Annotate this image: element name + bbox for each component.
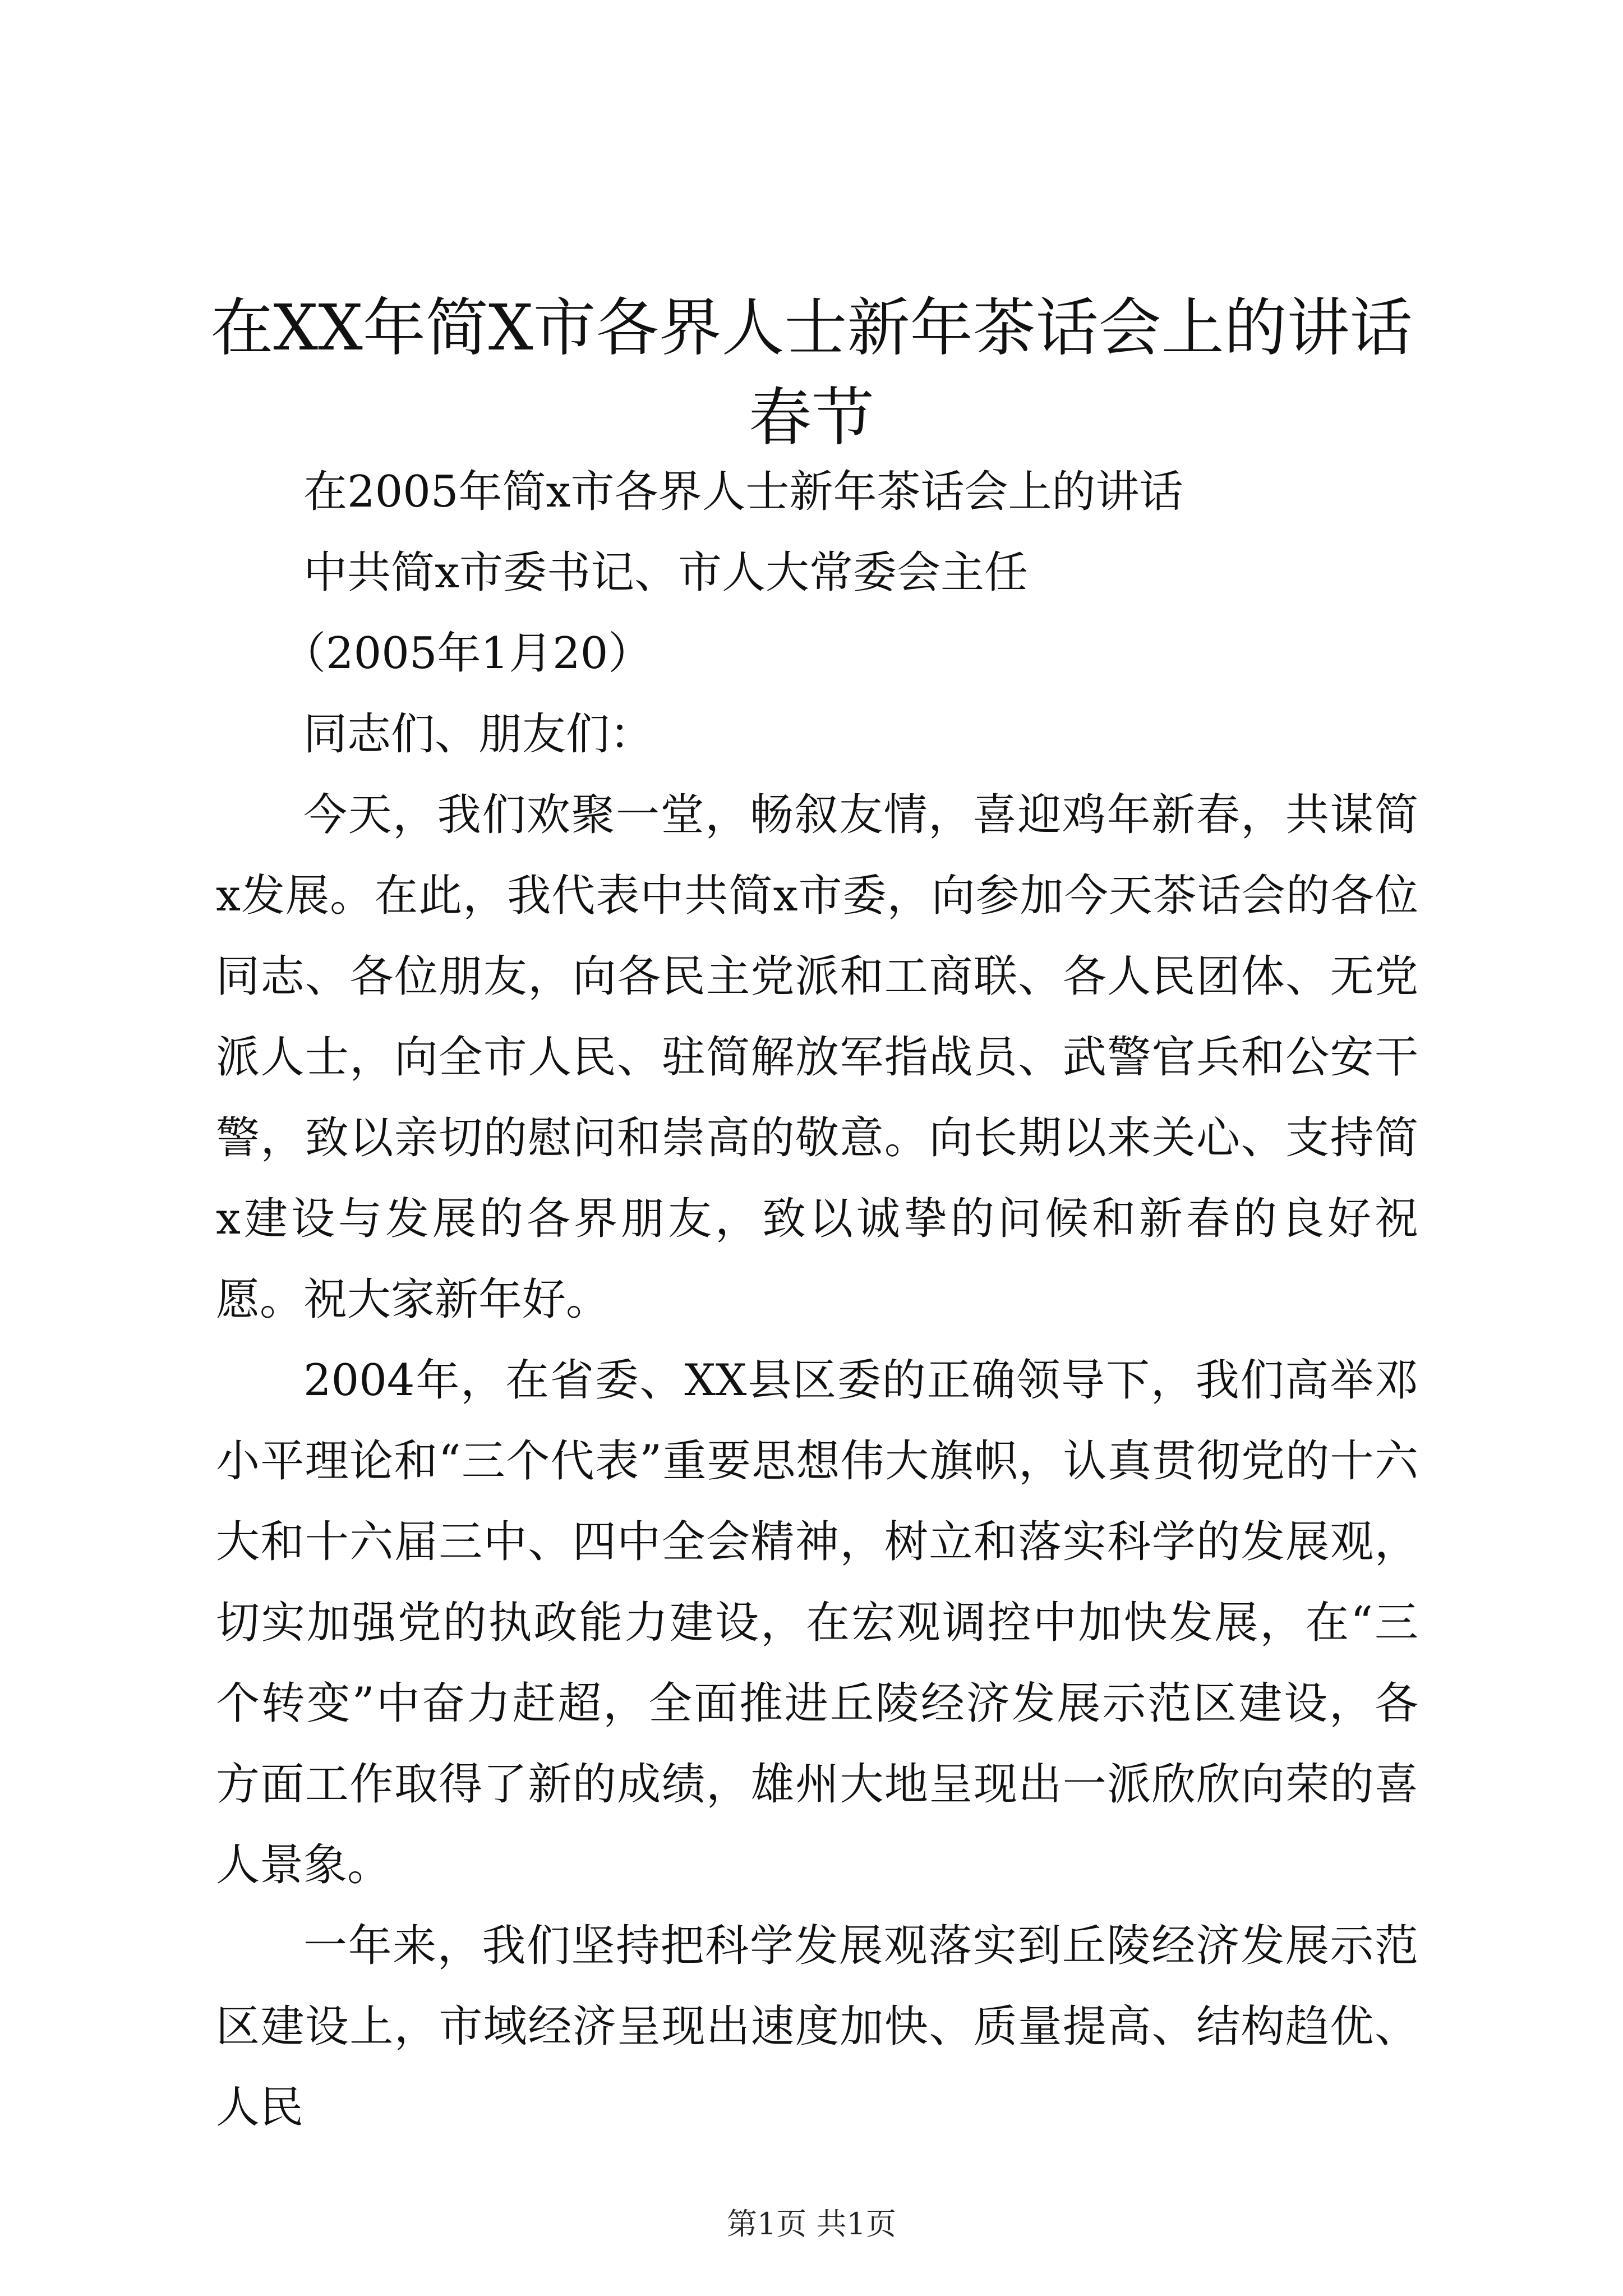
paragraph-speech-title: 在2005年简x市各界人士新年茶话会上的讲话 bbox=[303, 467, 1183, 517]
paragraph-salutation: 同志们、朋友们： bbox=[303, 709, 654, 760]
paragraph-greeting: 今天，我们欢聚一堂，畅叙友情，喜迎鸡年新春，共谋简x发展。在此，我代表中共简x市委，向参加今天茶话会的各位同志、各位朋友，向各民主党派和工商联、各人民团体、无党派人士，向全市人民、驻简解放军指战员、武警官兵和公安干警，致以亲切的慰问和崇高的敬意。向长期以来关心、支持简x建设与发展的各界朋友，致以诚挚的问候和新春的良好祝愿。祝大家新年好。 bbox=[216, 790, 1418, 1325]
document-title: 在XX年简X市各界人士新年茶话会上的讲话春节 bbox=[210, 292, 1413, 454]
paragraph-speaker: 中共简x市委书记、市人大常委会主任 bbox=[303, 547, 1028, 598]
document-body bbox=[216, 452, 1418, 2148]
paragraph-achievements: 一年来，我们坚持把科学发展观落实到丘陵经济发展示范区建设上，市域经济呈现出速度加快、质量提高、结构趋优、人民 bbox=[216, 1921, 1418, 2133]
paragraph-review-2004: 2004年，在省委、XX县区委的正确领导下，我们高举邓小平理论和“三个代表”重要思想伟大旗帜，认真贯彻党的十六大和十六届三中、四中全会精神，树立和落实科学的发展观，切实加强党的执政能力建设，在宏观调控中加快发展，在“三个转变”中奋力赶超，全面推进丘陵经济发展示范区建设，各方面工作取得了新的成绩，雄州大地呈现出一派欣欣向荣的喜人景象。 bbox=[216, 1355, 1418, 1890]
paragraph-date: （2005年1月20） bbox=[282, 628, 652, 679]
page-footer: 第1页 共1页 bbox=[727, 2206, 896, 2242]
